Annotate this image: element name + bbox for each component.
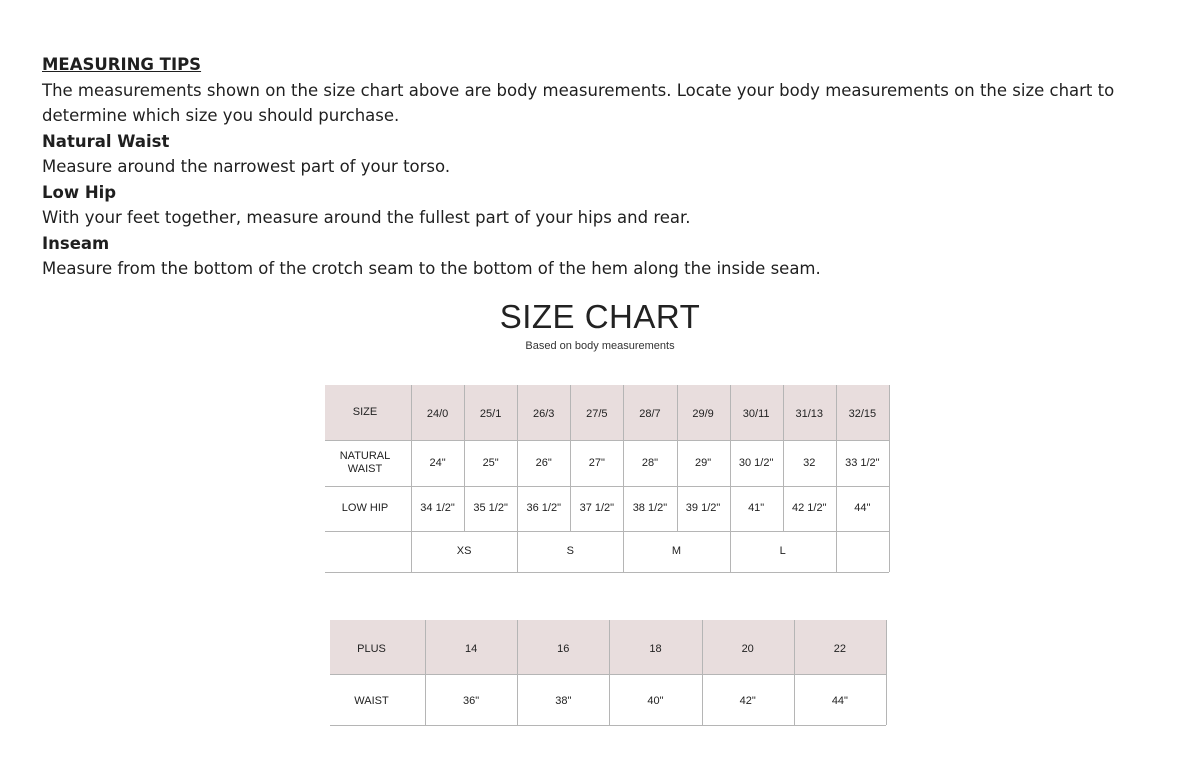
size-table-row-divider [325, 572, 889, 573]
size-value: 27/5 [586, 408, 608, 420]
letter-size-divider [623, 531, 624, 572]
natural-waist-value: 30 1/2" [738, 456, 774, 469]
size-value: 25/1 [479, 408, 502, 420]
plus-size-value: 18 [649, 642, 662, 655]
natural-waist-value: 32 [803, 456, 816, 469]
natural-waist-value: 27" [588, 456, 605, 469]
plus-table-row-divider [330, 674, 886, 675]
plus-waist-value: 42" [739, 695, 756, 707]
natural-waist-value: 24" [429, 456, 446, 469]
natural-waist-value: 29" [694, 456, 712, 469]
tip-title-low-hip: Low Hip [42, 182, 117, 202]
letter-size-divider [836, 531, 837, 572]
letter-size-value: M [671, 545, 682, 557]
plus-waist-value: 38" [555, 695, 572, 707]
size-value: 30/11 [742, 408, 770, 420]
low-hip-value: 34 1/2" [420, 502, 455, 514]
low-hip-value: 38 1/2" [632, 502, 668, 514]
low-hip-value: 37 1/2" [579, 502, 615, 514]
natural-waist-value: 33 1/2" [845, 456, 880, 469]
plus-size-value: 22 [833, 642, 847, 655]
plus-table-row-label: WAIST [354, 695, 389, 707]
size-value: 28/7 [639, 408, 661, 420]
letter-size-divider [889, 531, 890, 572]
size-table-row-label: SIZE [352, 406, 378, 418]
letter-size-divider [730, 531, 731, 572]
plus-table-col-divider [517, 620, 518, 725]
size-table-col-divider [889, 385, 890, 531]
size-table-row-divider [325, 531, 889, 532]
plus-size-value: 16 [557, 642, 570, 655]
plus-table-col-divider [794, 620, 795, 725]
size-chart-title: SIZE CHART [499, 298, 701, 335]
low-hip-value: 35 1/2" [473, 502, 508, 514]
letter-size-value: L [779, 545, 786, 557]
natural-waist-value: 26" [535, 456, 552, 469]
size-chart-subtitle: Based on body measurements [525, 340, 675, 352]
letter-size-value: XS [456, 545, 472, 557]
low-hip-value: 41" [748, 502, 765, 514]
plus-waist-value: 44" [831, 695, 848, 707]
plus-table-row-divider [330, 725, 886, 726]
natural-waist-value: 28" [641, 456, 658, 469]
letter-size-value: S [566, 545, 574, 557]
size-table-row-label: LOW HIP [341, 502, 389, 514]
plus-table-col-divider [886, 620, 887, 725]
tip-title-inseam: Inseam [42, 233, 110, 253]
low-hip-value: 44" [854, 502, 871, 514]
plus-waist-value: 40" [647, 695, 664, 707]
tips-heading: MEASURING TIPS [42, 55, 202, 74]
letter-size-divider [411, 531, 412, 572]
size-table-row-label: NATURAL WAIST [339, 450, 391, 475]
plus-size-value: 14 [464, 642, 478, 655]
plus-table-col-divider [702, 620, 703, 725]
plus-table-col-divider [425, 620, 426, 725]
tip-text-low-hip: With your feet together, measure around the fullest part of your hips and rear. [42, 208, 691, 227]
measuring-tips [42, 52, 1172, 282]
low-hip-value: 36 1/2" [526, 502, 561, 514]
tip-text-inseam: Measure from the bottom of the crotch seam to the bottom of the hem along the inside seam. [42, 259, 821, 278]
size-value: 26/3 [533, 408, 555, 420]
plus-waist-value: 36" [463, 695, 480, 707]
tip-text-natural-waist: Measure around the narrowest part of your torso. [42, 157, 451, 176]
plus-size-value: 20 [741, 642, 754, 655]
plus-table-col-divider [609, 620, 610, 725]
tip-title-natural-waist: Natural Waist [42, 131, 170, 151]
size-value: 32/15 [848, 408, 877, 420]
size-table-row-divider [325, 486, 889, 487]
low-hip-value: 42 1/2" [791, 502, 827, 514]
size-value: 29/9 [692, 408, 714, 420]
plus-table-row-label: PLUS [357, 642, 386, 655]
tips-intro: The measurements shown on the size chart above are body measurements. Locate your body measurements on the size chart to determine which size you should purchase. [42, 80, 1115, 125]
size-value: 31/13 [795, 408, 823, 420]
size-value: 24/0 [426, 408, 449, 420]
size-table-row-divider [325, 440, 889, 441]
low-hip-value: 39 1/2" [685, 502, 721, 514]
letter-size-divider [517, 531, 518, 572]
natural-waist-value: 25" [482, 456, 499, 469]
